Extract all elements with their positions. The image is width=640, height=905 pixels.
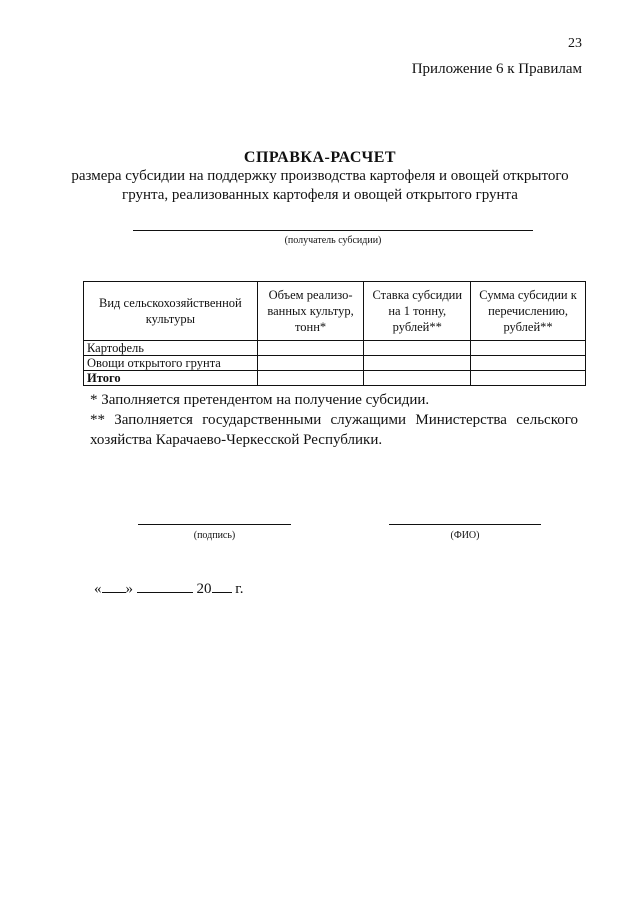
footnotes [90,390,578,450]
table-row [84,356,586,371]
amount-cell[interactable] [471,341,586,356]
rate-cell[interactable] [364,371,471,386]
volume-cell[interactable] [257,371,364,386]
footnote-1: * Заполняется претендентом на получение субсидии. [90,392,430,408]
column-header-volume: Объем реализо-ванных культур, тонн* [257,282,364,341]
row-label-vegetables: Овощи открытого грунта [84,356,258,371]
page-number: 23 [568,36,582,51]
year-suffix: г. [235,581,244,597]
rate-cell[interactable] [364,341,471,356]
recipient-field-line[interactable] [133,230,533,231]
year-prefix: 20 [196,581,212,597]
volume-cell[interactable] [257,341,364,356]
column-header-amount: Сумма субсидии к перечислению, рублей** [471,282,586,341]
day-field[interactable] [102,580,126,593]
column-header-crop-type: Вид сельскохозяйственной культуры [84,282,258,341]
volume-cell[interactable] [257,356,364,371]
date-open-quote: « [94,581,102,597]
date-row [94,580,243,598]
table-row-total [84,371,586,386]
fio-field-line[interactable] [389,524,541,525]
signature-field-line[interactable] [138,524,291,525]
month-field[interactable] [137,580,193,593]
footnote-2: ** Заполняется государственными служащими Министерства сельского хозяйства Карачаево-Черкесской Республики. [90,412,578,448]
rate-cell[interactable] [364,356,471,371]
signature-caption: (подпись) [193,530,236,541]
table-row [84,341,586,356]
amount-cell[interactable] [471,356,586,371]
column-header-rate: Ставка субсидии на 1 тонну, рублей** [364,282,471,341]
year-field[interactable] [212,580,232,593]
appendix-label: Приложение 6 к Правилам [411,61,582,77]
fio-caption: (ФИО) [450,530,480,541]
amount-cell[interactable] [471,371,586,386]
row-label-potato: Картофель [84,341,258,356]
row-label-total: Итого [84,371,258,386]
subsidy-calculation-table [83,281,586,386]
table-header-row [84,282,586,341]
date-close-quote: » [125,581,133,597]
recipient-caption: (получатель субсидии) [284,235,382,246]
document-title: СПРАВКА-РАСЧЕТ [243,149,397,166]
document-subtitle: размера субсидии на поддержку производства картофеля и овощей открытого грунта, реализованных картофеля и овощей открытого грунта [71,168,569,203]
